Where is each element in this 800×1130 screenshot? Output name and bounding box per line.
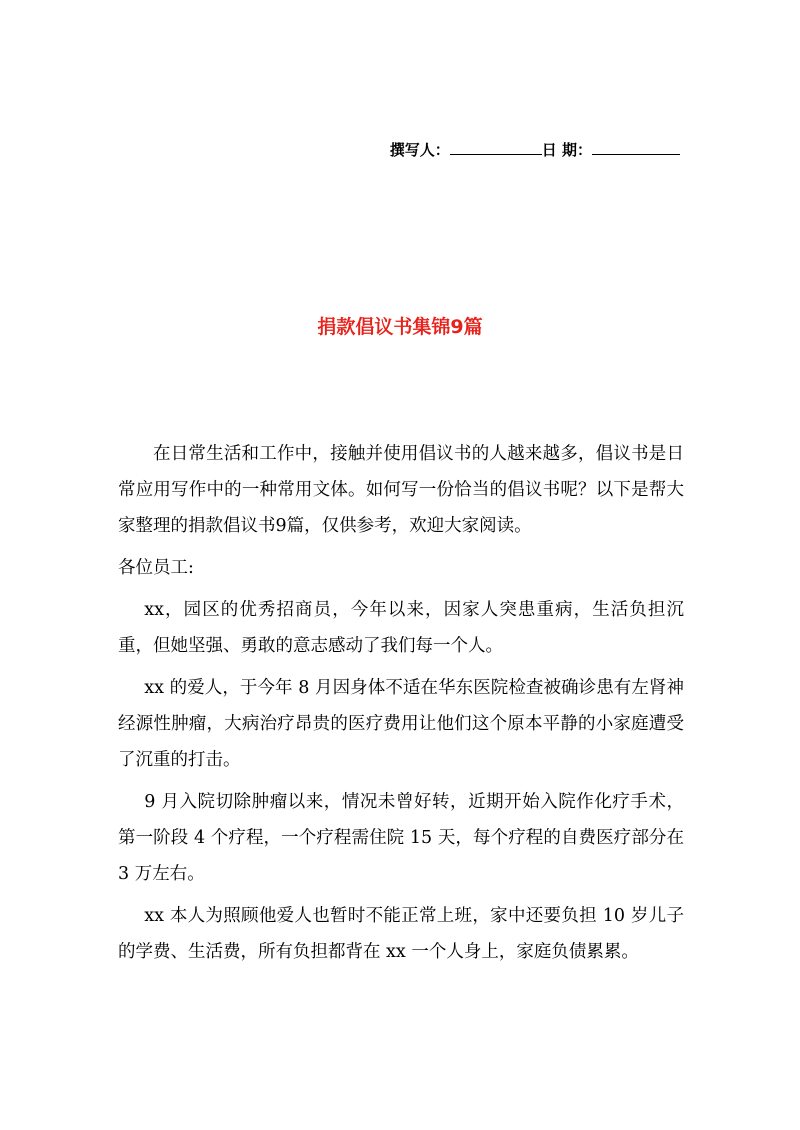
author-date-line xyxy=(390,140,680,160)
document-body xyxy=(118,436,684,976)
body-paragraph: xx 的爱人，于今年 8 月因身体不适在华东医院检查被确诊患有左肾神经源性肿瘤，大病治疗昂贵的医疗费用让他们这个原本平静的小家庭遭受了沉重的打击。 xyxy=(118,678,684,770)
author-blank xyxy=(450,140,542,155)
document-title: 捐款倡议书集锦9篇 xyxy=(317,316,483,338)
intro-paragraph: 在日常生活和工作中，接触并使用倡议书的人越来越多，倡议书是日常应用写作中的一种常用文体。如何写一份恰当的倡议书呢？以下是帮大家整理的捐款倡议书9篇，仅供参考，欢迎大家阅读。 xyxy=(118,444,684,536)
date-blank xyxy=(592,140,680,155)
body-paragraph: xx 本人为照顾他爱人也暂时不能正常上班，家中还要负担 10 岁儿子的学费、生活费，所有负担都背在 xx 一个人身上，家庭负债累累。 xyxy=(118,906,684,962)
body-paragraph: 9 月入院切除肿瘤以来，情况未曾好转，近期开始入院作化疗手术，第一阶段 4 个疗程，一个疗程需住院 15 天，每个疗程的自费医疗部分在 3 万左右。 xyxy=(118,792,684,884)
body-paragraph: xx，园区的优秀招商员，今年以来，因家人突患重病，生活负担沉重，但她坚强、勇敢的意志感动了我们每一个人。 xyxy=(118,600,684,656)
date-label: 日 期： xyxy=(541,141,592,159)
salutation: 各位员工: xyxy=(118,558,194,578)
author-label: 撰写人： xyxy=(389,141,450,159)
